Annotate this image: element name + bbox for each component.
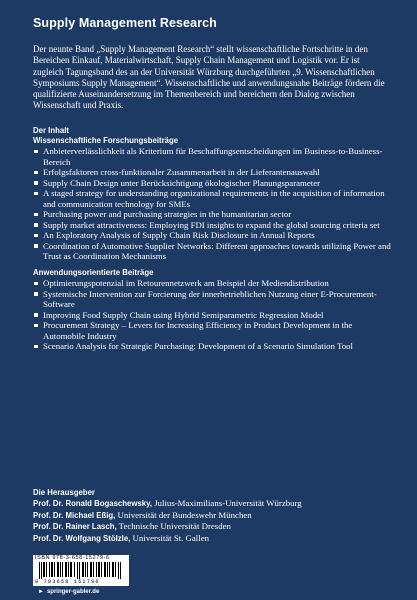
editors-heading: Die Herausgeber bbox=[33, 488, 95, 497]
list-item: Improving Food Supply Chain using Hybrid Semiparametric Regression Model bbox=[33, 310, 393, 321]
list-item: Anbieterverlässlichkeit als Kriterium für Beschaffungsentscheidungen im Business-to-Business-Bereich bbox=[33, 146, 393, 167]
editor-entry bbox=[33, 533, 393, 545]
editor-name: Prof. Dr. Wolfgang Stölzle, bbox=[33, 533, 131, 543]
book-series-title: Supply Management Research bbox=[33, 16, 217, 30]
editor-entry bbox=[33, 521, 393, 533]
content-heading: Der Inhalt bbox=[33, 126, 69, 135]
arrow-right-icon: ► bbox=[38, 589, 44, 595]
research-list bbox=[33, 146, 393, 262]
editor-entry bbox=[33, 510, 393, 522]
intro-paragraph: Der neunte Band „Supply Management Research“ stellt wissenschaftliche Fortschritte in den Bereichen Einkauf, Materialwirtschaft, Supply Chain Management und Logistik vor. Er ist zugleich Tagungsband des an der Universität Würzburg durchgeführten „9. Wissenschaftlichen Symposiums Supply Management“. Wissenschaftliche und anwendungsnahe Beiträge fördern die qualifizierte Auseinandersetzung im Themenbereich und bereichern den Dialog zwischen Wissenschaft und Praxis. bbox=[33, 44, 385, 111]
editor-name: Prof. Dr. Michael Eßig, bbox=[33, 510, 116, 520]
editor-name: Prof. Dr. Rainer Lasch, bbox=[33, 522, 117, 532]
isbn-label: ISBN 978-3-658-15279-6 bbox=[35, 555, 110, 561]
isbn-barcode bbox=[33, 555, 129, 586]
research-heading: Wissenschaftliche Forschungsbeiträge bbox=[33, 136, 179, 145]
barcode-icon bbox=[39, 562, 123, 579]
publisher-link[interactable] bbox=[38, 589, 99, 595]
editors-section bbox=[33, 488, 393, 544]
editor-name: Prof. Dr. Ronald Bogaschewsky, bbox=[33, 499, 153, 508]
editor-affiliation: Julius-Maximilians-Universität Würzburg bbox=[152, 498, 302, 508]
list-item: Supply market attractiveness: Employing FDI insights to expand the global sourcing criteria set bbox=[33, 220, 393, 231]
publisher-url: springer-gabler.de bbox=[46, 589, 100, 595]
list-item: Supply Chain Design unter Berücksichtigung ökologischer Planungsparameter bbox=[33, 178, 393, 189]
editor-affiliation: Technische Universität Dresden bbox=[116, 521, 231, 532]
list-item: Systemische Intervention zur Forcierung der innerbetrieblichen Nutzung einer E-Procurement-Software bbox=[33, 289, 393, 310]
applied-list bbox=[33, 278, 393, 352]
list-item: Procurement Strategy – Levers for Increasing Efficiency in Product Development in the Automobile Industry bbox=[33, 320, 393, 341]
editor-affiliation: Universität St. Gallen bbox=[130, 532, 209, 543]
barcode-digits: 9 783658 152796 bbox=[35, 579, 100, 585]
editor-affiliation: Universität der Bundeswehr München bbox=[115, 509, 252, 520]
list-item: Scenario Analysis for Strategic Purchasing: Development of a Scenario Simulation Tool bbox=[33, 341, 393, 352]
list-item: Erfolgsfaktoren cross-funktionaler Zusammenarbeit in der Lieferantenauswahl bbox=[33, 167, 393, 178]
list-item: Optimierungspotenzial im Retourennetzwerk am Beispiel der Mediendistribution bbox=[33, 278, 393, 289]
list-item: An Exploratory Analysis of Supply Chain Risk Disclosure in Annual Reports bbox=[33, 230, 393, 241]
list-item: Coordination of Automotive Supplier Networks: Different approaches towards utilizing Power and Trust as Coordination Mechanisms bbox=[33, 241, 393, 262]
list-item: A staged strategy for understanding organizational requirements in the acquisition of information and communication technology for SMEs bbox=[33, 188, 393, 209]
applied-heading: Anwendungsorientierte Beiträge bbox=[33, 268, 154, 278]
editor-entry bbox=[33, 498, 393, 510]
content-section bbox=[33, 126, 393, 352]
list-item: Purchasing power and purchasing strategies in the humanitarian sector bbox=[33, 209, 393, 220]
